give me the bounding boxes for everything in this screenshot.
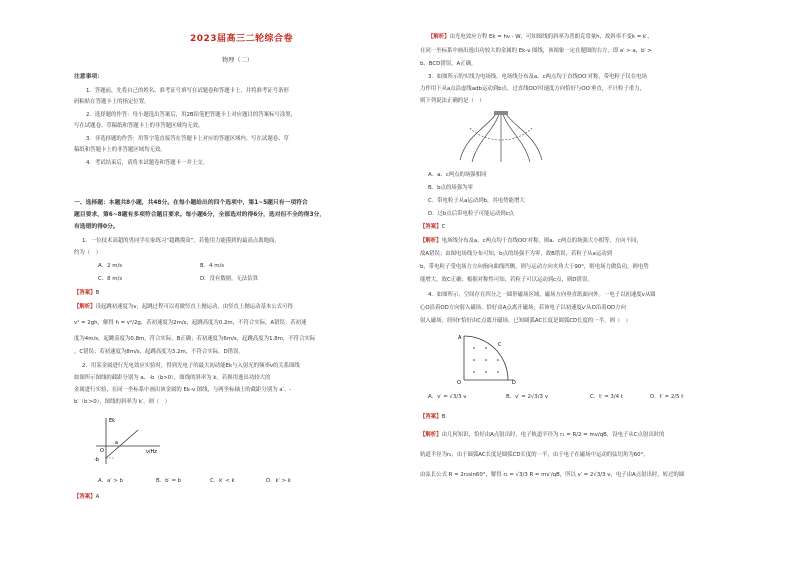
notice-line: 4．考试结束后，请将本试题卷和答题卡一并上交。 [86, 160, 209, 166]
q1-analysis-line: 度为4m/s，起跳高度为0.8m，符合实际，B正确；若初速度为6m/s，起跳高度为1.8m，不符合实际 [74, 336, 316, 342]
notice-line: 写在试题卷、草稿纸和答题卡上的非答题区域均无效。 [74, 123, 204, 129]
q3-option-d: D．过b点后带电粒子可能运动到c点 [428, 211, 515, 217]
charge-plate [494, 111, 508, 115]
q1-analysis: 【解析】设起跳初速度为v，起跳过程可以看做竖直上抛运动，由竖直上抛运动基本公式可得 [74, 304, 293, 310]
field-dot [473, 347, 475, 349]
field-dot [497, 359, 499, 361]
origin-label: O [100, 448, 104, 454]
q3-analysis-line: 能增大，故C正确；根据对称性可知，若粒子可以运动到c点，则D错误。 [420, 277, 593, 283]
document-subtitle: 物理（二） [222, 57, 253, 64]
q2-analysis-line: 在同一坐标系中画出逸出功较大的金属的 Ek-ν 图线，该图象一定在题图的右方，即 a′ > a，b′ > [420, 48, 652, 54]
question-2-stem: 2．用某金属进行光电效应实验时，得到光电子的最大初动能Ek与入射光的频率ν的关系图线 [82, 363, 300, 369]
q3-analysis-line: b，带电粒子受电场力方向指向曲线凹侧，则与运动方向夹角大于90°，则电场力做负功，则电势 [420, 264, 649, 270]
q1-analysis-line: v² = 2gh，解得 h = v²/2g，若初速度为2m/s，起跳高度为0.2m，不符合实际，A错误；若初速 [74, 320, 307, 326]
q4-option-b: B．v′ = 2√3/3 v [506, 394, 548, 400]
notice-line: 码粘贴在答题卡上的指定位置。 [74, 99, 150, 105]
question-2-stem: 金属进行实验，在同一坐标系中画出该金属的 Ek-ν 图线，与两坐标轴上的截距分别为 a′、- [74, 387, 292, 393]
question-3-stem: 3．如图所示的实线为电场线，电场线分布及a、c两点均于直线OO′对称，带电粒子仅在电场 [428, 74, 647, 80]
notice-line: 2．选择题的作答：每小题选出答案后，用2B铅笔把答题卡上对应题目的答案标号涂黑， [86, 112, 297, 118]
q4-option-d: D．t′ = 2/5 t [650, 394, 684, 400]
q4-option-c: C．t′ = 3/4 t [590, 394, 623, 400]
label-c: C [498, 342, 502, 348]
q4-analysis-line: 轨道半径为r₂，由于圆弧AC长度是圆弧CD长度的一半，由于电子在磁场中运动的弦切角为60°， [420, 452, 649, 458]
q4-answer: 【答案】B [420, 414, 446, 420]
q2-option-c: C．k′ < k [210, 478, 235, 484]
q1-option-a: A．2 m/s [98, 263, 123, 269]
question-4-stem: 射入磁场，经时t′恰好由C点离开磁场。已知圆弧AC长度是圆弧CD长度的一半，则（ ） [420, 318, 632, 324]
field-line [460, 114, 496, 160]
q2-graph [88, 414, 168, 469]
x-axis-label: ν/Hz [146, 449, 157, 455]
question-4-stem: 4．如图所示，空间存在四分之一圆形磁场区域，磁场方向垂直纸面向外。一电子以初速度v从圆 [428, 292, 656, 298]
field-dot [485, 359, 487, 361]
q2-answer: 【答案】A [74, 494, 100, 500]
question-3-stem: 力作用下从a点沿虚线adb运动到b点，过直线OO′时速度方向恰好与OO′垂直，不计粒子重力， [420, 86, 645, 92]
field-dot [473, 359, 475, 361]
section-heading: 题目要求，第6~8题有多项符合题目要求。每小题6分，全部选对的得6分，选对但不全的得3分， [74, 212, 326, 218]
q1-option-c: C．8 m/s [98, 276, 123, 282]
notice-line: 1．答题前，先将自己的姓名、准考证号填写在试题卷和答题卡上，并将准考证号条形 [86, 88, 289, 94]
notice-line: 稿纸和答题卡上的非答题区域均无效。 [74, 147, 166, 153]
q3-answer: 【答案】C [420, 224, 446, 230]
question-4-stem: 心O沿着OD方向射入磁场，恰好由A点离开磁场；若该电子以初速度v′从O沿着OD方向 [420, 305, 626, 311]
question-3-stem: 则下列说法正确的是（ ） [420, 98, 485, 104]
q1-option-d: D．没有数据，无法估算 [200, 276, 259, 282]
q3-analysis: 【解析】电场线分布及a、c两点均于直线OO′对称，则a、c两点的场强大小相等，方向不同， [420, 238, 642, 244]
section-heading: 有选错的得0分。 [74, 224, 119, 230]
q4-magnetic-field-figure [454, 330, 544, 386]
q3-analysis-line: 故A错误；由图电场线分布可知，b点的场强不为零，故B错误；若粒子从a运动到 [420, 251, 613, 257]
label-d: D [512, 380, 516, 386]
q4-analysis: 【解析】由几何知识，恰好由A点射出时，电子轨道半径为 r₁ = R/2 = mv/qB，设电子从C点射出时的 [420, 432, 665, 438]
field-dot [473, 371, 475, 373]
q3-option-a: A．a、c两点的场强相同 [428, 172, 487, 178]
field-line [472, 114, 499, 162]
q1-option-b: B．4 m/s [200, 263, 225, 269]
question-2-stem: b′（b′>0），图线的斜率为 k′，则（ ） [74, 399, 171, 405]
intercept-a-label: a [115, 440, 119, 446]
q1-analysis-line: ，C错误；若初速度为8m/s，起跳高度为3.2m，不符合实际，D错误。 [74, 349, 244, 355]
y-axis-label: Ek [109, 418, 116, 424]
document-title: 2023届高三二轮综合卷 [190, 34, 294, 44]
field-dot [485, 347, 487, 349]
q2-option-d: D．k′ > k [266, 478, 291, 484]
q3-option-c: C．带电粒子从a运动到b，其电势能增大 [428, 198, 525, 204]
q1-answer: 【答案】B [74, 290, 100, 296]
field-dot [485, 371, 487, 373]
q3-field-diagram [456, 110, 546, 166]
field-dot [497, 371, 499, 373]
q3-option-b: B．b点的场强为零 [428, 185, 473, 191]
q2-analysis-line: b，BCD错误，A正确。 [420, 61, 477, 67]
notice-heading: 注意事项： [74, 74, 103, 80]
label-a: A [458, 335, 462, 341]
intercept-b-label: -b [94, 457, 99, 463]
q4-analysis-line: 由弦长公式 R = 2r₂sin60°，解得 r₂ = √3/3 R = mv′/qB，所以 v′ = 2√3/3 v，电子由A点射出时，转过的圆 [420, 472, 685, 478]
question-2-stem: 如图所示图线的截距分别为 a、-b（b>0），图线的斜率为 k。若换用逸出功较大的 [74, 375, 271, 381]
q4-option-a: A．v′ = √3/3 v [428, 394, 467, 400]
notice-line: 3．非选择题的作答：用签字笔直接答在答题卡上对应的答题区域内。写在试题卷、草 [86, 136, 289, 142]
field-line [506, 114, 542, 160]
graph-line [106, 430, 138, 458]
q2-option-b: B．b′ = b [156, 478, 182, 484]
question-1-stem: 1．一位技术高超的男同学在家练习“超跳摸高”，若他用力能摸到的最高点离地面， [82, 238, 280, 244]
q2-option-a: A．a′ > b [98, 478, 123, 484]
q2-analysis: 【解析】由光电效应方程 Ek = hν - W，可知图线的斜率为普朗克常量h，故斜率不变k = k′， [428, 34, 653, 40]
question-1-stem: 约为（ ） [74, 250, 101, 256]
field-line [503, 114, 530, 162]
section-heading: 一、选择题：本题共8小题，共48分。在每小题给出的四个选项中，第1~5题只有一项符合 [74, 200, 308, 206]
label-o: O [457, 380, 461, 386]
